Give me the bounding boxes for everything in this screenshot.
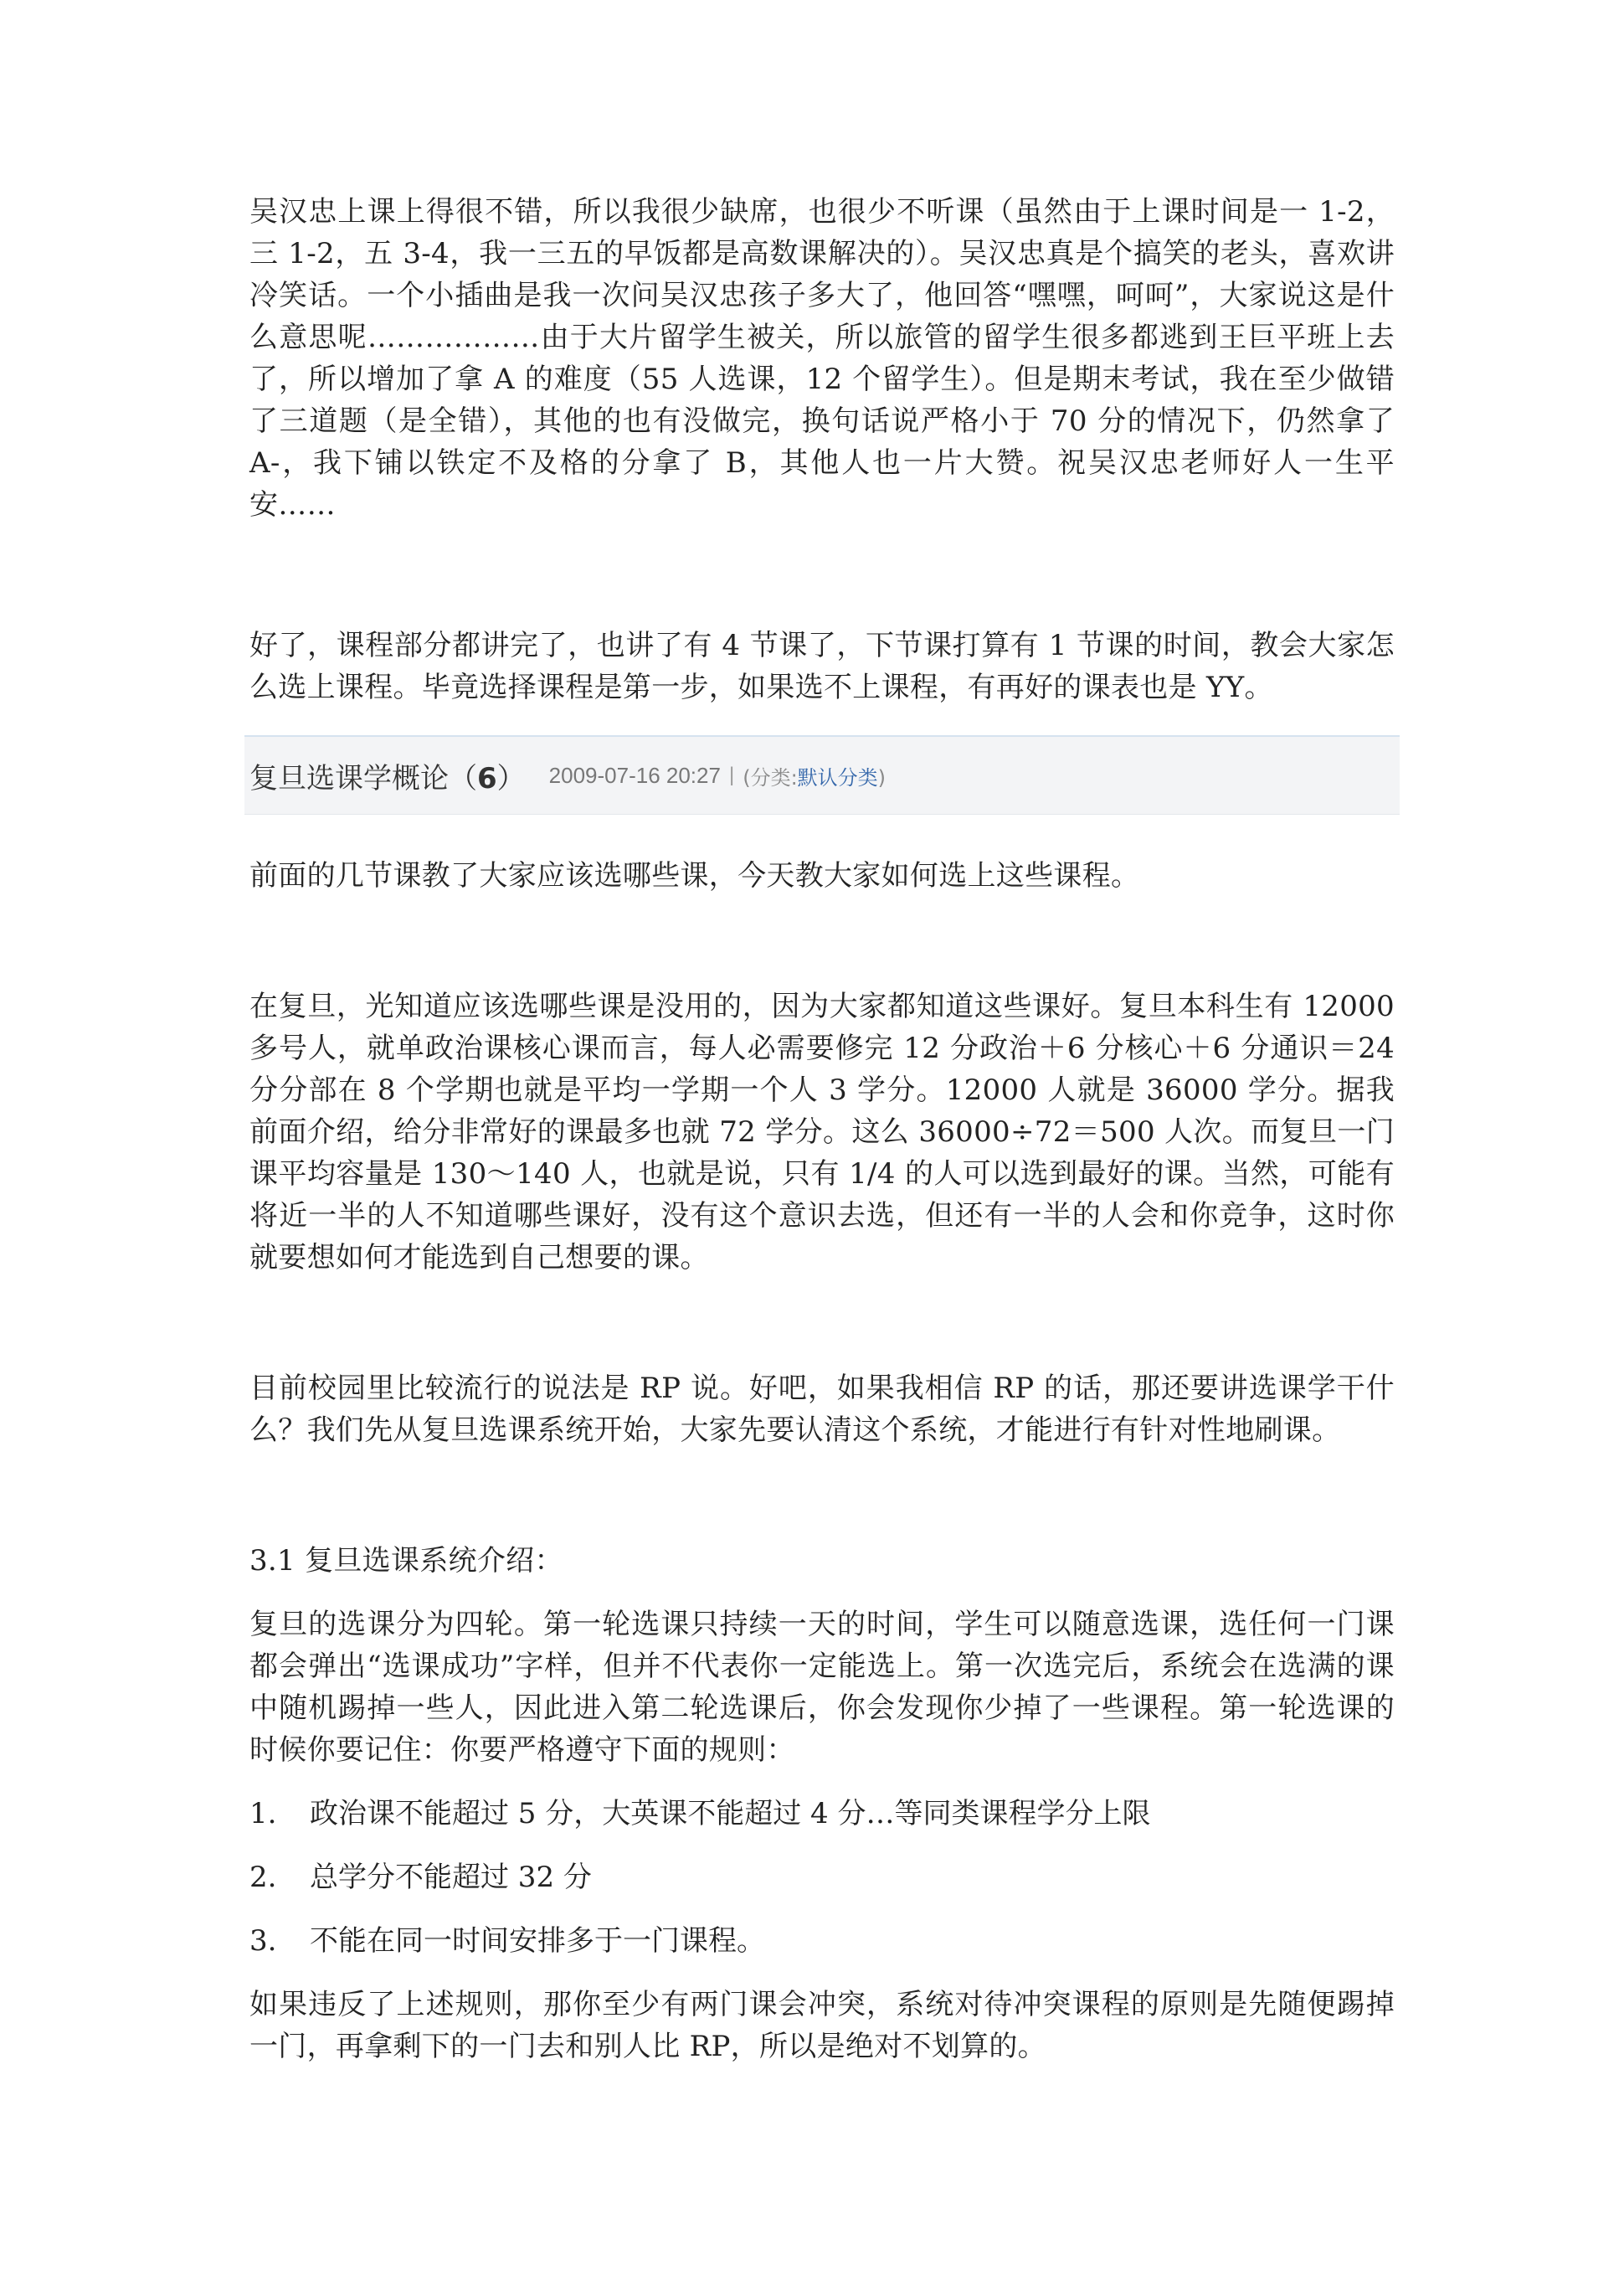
post-category: (分类:默认分类) xyxy=(743,765,887,790)
list-item: 1. 政治课不能超过 5 分，大英课不能超过 4 分…等同类课程学分上限 xyxy=(249,1797,1151,1830)
post-title[interactable]: 复旦选课学概论（6） xyxy=(249,761,526,795)
post-number: 6 xyxy=(477,761,497,795)
paragraph-rp: 目前校园里比较流行的说法是 RP 说。好吧，如果我相信 RP 的话，那还要讲选课学干什么？我们先从复旦选课系统开始，大家先要认清这个系统，才能进行有针对性地刷课。 xyxy=(249,1372,1395,1447)
post-separator: | xyxy=(728,764,735,786)
list-item: 2. 总学分不能超过 32 分 xyxy=(249,1861,592,1894)
category-link[interactable]: 默认分类 xyxy=(797,765,878,790)
paragraph-credits: 在复旦，光知道应该选哪些课是没用的，因为大家都知道这些课好。复旦本科生有 12000 多号人，就单政治课核心课而言，每人必需要修完 12 分政治＋6 分核心＋6 分通识＝24 分分部在 8 个学期也就是平均一学期一个人 3 学分。12000 人就是 36000 学分。据我前面介绍，给分非常好的课最多也就 72 学分。这么 36000÷72＝500 人次。而复旦一门课平均容量是 130～140 人，也就是说，只有 1/4 的人可以选到最好的课。当然，可能有将近一半的人不知道哪些课好，没有这个意识去选，但还有一半的人会和你竞争，这时你就要想如何才能选到自己想要的课。 xyxy=(249,990,1395,1274)
paragraph-conflict: 如果违反了上述规则，那你至少有两门课会冲突，系统对待冲突课程的原则是先随便踢掉一门，再拿剩下的一门去和别人比 RP，所以是绝对不划算的。 xyxy=(249,1988,1395,2063)
section-heading: 3.1 复旦选课系统介绍： xyxy=(249,1544,563,1578)
paragraph-intro: 前面的几节课教了大家应该选哪些课，今天教大家如何选上这些课程。 xyxy=(249,859,1140,893)
post-header xyxy=(244,735,1400,815)
paragraph-wu-hanzhong: 吴汉忠上课上得很不错，所以我很少缺席，也很少不听课（虽然由于上课时间是一 1-2，三 1-2，五 3-4，我一三五的早饭都是高数课解决的）。吴汉忠真是个搞笑的老头，喜欢讲冷笑话。一个小插曲是我一次问吴汉忠孩子多大了，他回答“嘿嘿，呵呵”，大家说这是什么意思呢………………由于大片留学生被关，所以旅管的留学生很多都逃到王巨平班上去了，所以增加了拿 A 的难度（55 人选课，12 个留学生）。但是期末考试，我在至少做错了三道题（是全错），其他的也有没做完，换句话说严格小于 70 分的情况下，仍然拿了 A-，我下铺以铁定不及格的分拿了 B，其他人也一片大赞。祝吴汉忠老师好人一生平安…… xyxy=(249,195,1395,522)
list-item: 3. 不能在同一时间安排多于一门课程。 xyxy=(249,1924,765,1958)
paragraph-four-rounds: 复旦的选课分为四轮。第一轮选课只持续一天的时间，学生可以随意选课，选任何一门课都会弹出“选课成功”字样，但并不代表你一定能选上。第一次选完后，系统会在选满的课中随机踢掉一些人，因此进入第二轮选课后，你会发现你少掉了一些课程。第一轮选课的时候你要记住：你要严格遵守下面的规则： xyxy=(249,1608,1395,1767)
post-date: 2009-07-16 20:27 xyxy=(548,762,721,788)
paragraph-course-summary: 好了，课程部分都讲完了，也讲了有 4 节课了，下节课打算有 1 节课的时间，教会大家怎么选上课程。毕竟选择课程是第一步，如果选不上课程，有再好的课表也是 YY。 xyxy=(249,629,1395,704)
document-page xyxy=(249,191,1395,2067)
